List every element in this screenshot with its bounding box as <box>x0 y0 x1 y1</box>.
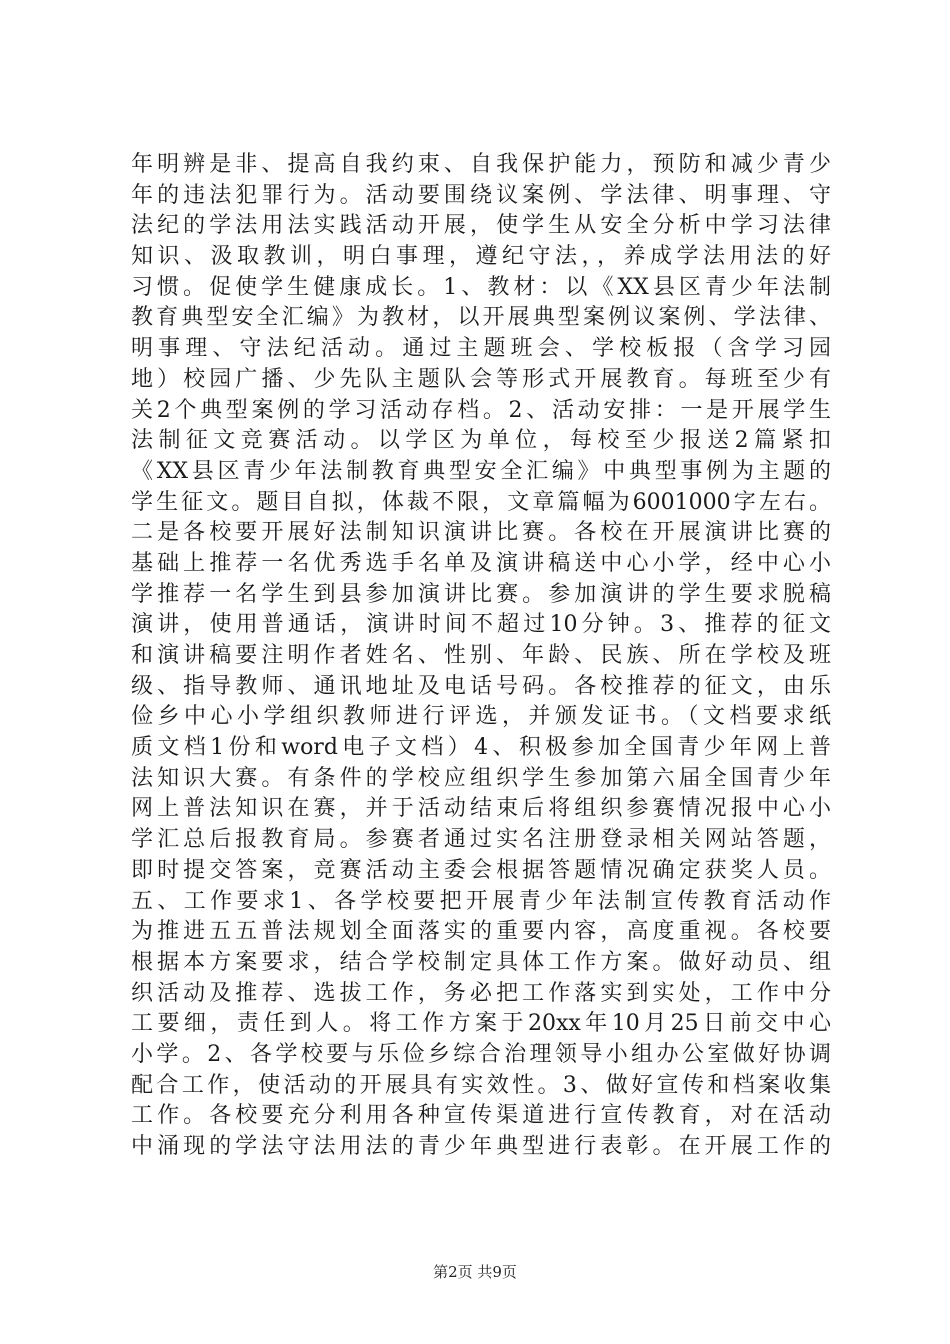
body-line: 法纪的学法用法实践活动开展，使学生从安全分析中学习法律 <box>131 213 831 239</box>
body-line: 地）校园广播、少先队主题队会等形式开展教育。每班至少有 <box>131 366 831 392</box>
body-line: 质文档1份和word电子文档）4、积极参加全国青少年网上普 <box>131 735 831 761</box>
body-line: 小学。2、各学校要与乐俭乡综合治理领导小组办公室做好协调 <box>131 1041 831 1067</box>
body-line: 明事理、守法纪活动。通过主题班会、学校板报（含学习园 <box>131 336 831 362</box>
body-line: 网上普法知识在赛，并于活动结束后将组织参赛情况报中心小 <box>131 796 831 822</box>
body-line: 织活动及推荐、选拔工作，务必把工作落实到实处，工作中分 <box>131 980 831 1006</box>
body-line: 级、指导教师、通讯地址及电话号码。各校推荐的征文，由乐 <box>131 673 831 699</box>
body-line: 中涌现的学法守法用法的青少年典型进行表彰。在开展工作的 <box>131 1134 831 1159</box>
body-line: 工作。各校要充分利用各种宣传渠道进行宣传教育，对在活动 <box>131 1103 831 1129</box>
body-line: 演讲，使用普通话，演讲时间不超过10分钟。3、推荐的征文 <box>131 612 831 638</box>
page-footer: 第2页 共9页 <box>433 1263 517 1281</box>
body-line: 基础上推荐一名优秀选手名单及演讲稿送中心小学，经中心小 <box>131 550 831 576</box>
body-line: 学生征文。题目自拟，体裁不限，文章篇幅为6001000字左右。 <box>131 489 831 515</box>
body-line: 习惯。促使学生健康成长。1、教材：以《XX县区青少年法制 <box>131 274 831 300</box>
body-line: 根据本方案要求，结合学校制定具体工作方案。做好动员、组 <box>131 949 831 975</box>
body-line: 年明辨是非、提高自我约束、自我保护能力，预防和减少青少 <box>131 152 831 177</box>
body-line: 和演讲稿要注明作者姓名、性别、年龄、民族、所在学校及班 <box>131 643 831 668</box>
body-line: 五、工作要求1、各学校要把开展青少年法制宣传教育活动作 <box>131 888 831 914</box>
body-line: 学推荐一名学生到县参加演讲比赛。参加演讲的学生要求脱稿 <box>131 581 831 607</box>
body-line: 法制征文竞赛活动。以学区为单位，每校至少报送2篇紧扣 <box>131 428 831 454</box>
body-line: 即时提交答案，竞赛活动主委会根据答题情况确定获奖人员。 <box>131 857 831 883</box>
body-line: 二是各校要开展好法制知识演讲比赛。各校在开展演讲比赛的 <box>131 520 831 546</box>
body-line: 法知识大赛。有条件的学校应组织学生参加第六届全国青少年 <box>131 765 831 791</box>
body-line: 知识、汲取教训，明白事理，遵纪守法，，养成学法用法的好 <box>131 244 831 270</box>
body-line: 学汇总后报教育局。参赛者通过实名注册登录相关网站答题， <box>131 827 831 853</box>
body-line: 关2个典型案例的学习活动存档。2、活动安排：一是开展学生 <box>131 397 831 423</box>
document-body <box>131 150 831 1163</box>
body-line: 为推进五五普法规划全面落实的重要内容，高度重视。各校要 <box>131 919 831 945</box>
body-line: 俭乡中心小学组织教师进行评选，并颁发证书。（文档要求纸 <box>131 704 831 730</box>
body-line: 《XX县区青少年法制教育典型安全汇编》中典型事例为主题的 <box>131 458 831 484</box>
body-line: 年的违法犯罪行为。活动要围绕议案例、学法律、明事理、守 <box>131 182 831 208</box>
body-line: 配合工作，使活动的开展具有实效性。3、做好宣传和档案收集 <box>131 1072 831 1098</box>
body-line: 教育典型安全汇编》为教材，以开展典型案例议案例、学法律、 <box>131 305 831 331</box>
body-line: 工要细，责任到人。将工作方案于20xx年10月25日前交中心 <box>131 1011 831 1037</box>
